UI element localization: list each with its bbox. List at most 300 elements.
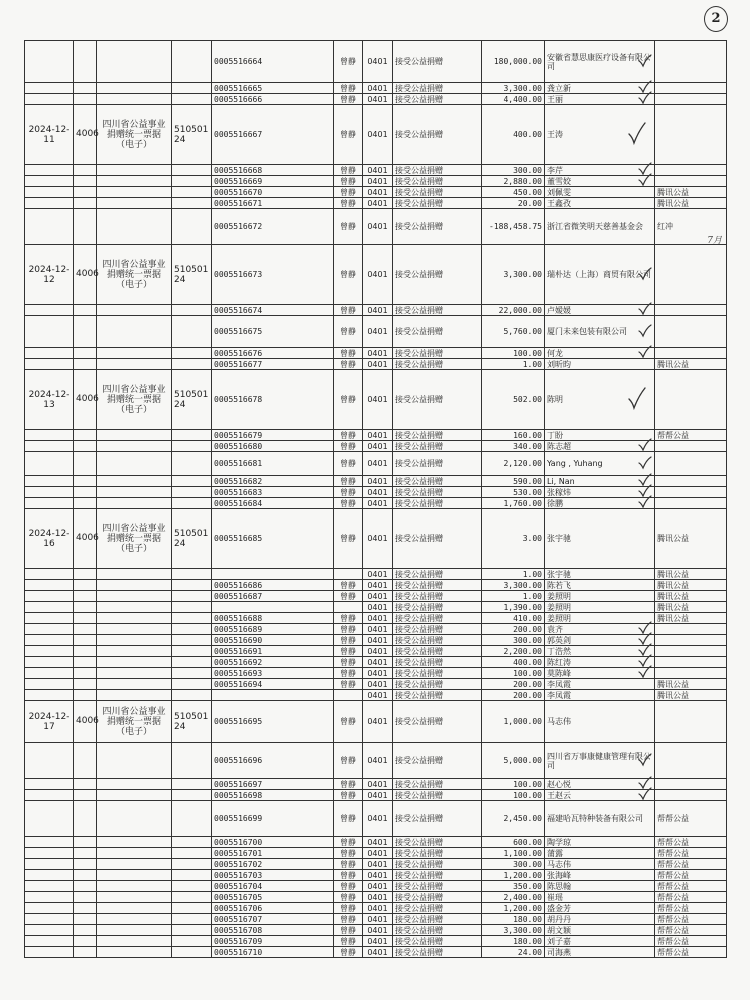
subject-code-text: 0401 (367, 591, 388, 601)
note-cell (655, 790, 727, 801)
receipt-number-text: 0005516675 (214, 327, 263, 336)
payer-cell (545, 245, 655, 305)
description-text: 接受公益捐赠 (395, 635, 443, 645)
payer-cell (545, 701, 655, 743)
subject-code-cell (363, 370, 393, 430)
ledger-row (25, 801, 727, 837)
payer-text: 马志伟 (547, 859, 571, 869)
amount-cell (482, 370, 545, 430)
note-text: 帮帮公益 (657, 848, 689, 858)
date-cell (25, 187, 74, 198)
payer-text: 姜照明 (547, 591, 571, 601)
receipt-type-cell (97, 430, 172, 441)
subject-code-cell (363, 580, 393, 591)
payer-text: 陶学琼 (547, 837, 571, 847)
handler-cell (334, 359, 363, 370)
description-text: 接受公益捐赠 (395, 903, 443, 913)
payer-text: 厦门未来包装有限公司 (547, 327, 627, 336)
batch-code-text: 51050124 (174, 124, 209, 145)
subject-code-cell (363, 165, 393, 176)
date-cell (25, 790, 74, 801)
description-text: 接受公益捐赠 (395, 848, 443, 858)
ledger-row (25, 690, 727, 701)
code-cell (74, 370, 97, 430)
note-cell (655, 624, 727, 635)
ledger-row (25, 94, 727, 105)
receipt-number-text: 0005516701 (214, 848, 263, 858)
handler-text: 曾静 (340, 947, 356, 957)
receipt-number-cell (212, 892, 334, 903)
description-cell (393, 602, 482, 613)
receipt-number-text: 0005516693 (214, 668, 263, 678)
handler-text: 曾静 (340, 591, 356, 601)
payer-cell (545, 305, 655, 316)
subject-code-text: 0401 (367, 624, 388, 634)
receipt-number-cell (212, 859, 334, 870)
subject-code-cell (363, 690, 393, 701)
handler-cell (334, 580, 363, 591)
receipt-number-text: 0005516705 (214, 892, 263, 902)
receipt-type-cell (97, 870, 172, 881)
batch-code-cell (172, 359, 212, 370)
batch-code-text: 51050124 (174, 389, 209, 410)
amount-text: 100.00 (513, 668, 542, 678)
amount-text: 400.00 (513, 657, 542, 667)
receipt-number-text: 0005516703 (214, 870, 263, 880)
amount-cell (482, 83, 545, 94)
handler-text: 曾静 (340, 270, 356, 279)
handler-cell (334, 498, 363, 509)
description-text: 接受公益捐赠 (395, 936, 443, 946)
receipt-type-cell (97, 441, 172, 452)
handler-cell (334, 441, 363, 452)
handler-text: 曾静 (340, 624, 356, 634)
batch-code-cell (172, 83, 212, 94)
receipt-number-cell (212, 790, 334, 801)
handler-cell (334, 790, 363, 801)
date-cell (25, 498, 74, 509)
code-text: 4006 (76, 716, 99, 726)
receipt-number-text: 0005516669 (214, 176, 263, 186)
subject-code-text: 0401 (367, 613, 388, 623)
receipt-type-cell (97, 668, 172, 679)
amount-text: 160.00 (513, 430, 542, 440)
code-cell (74, 359, 97, 370)
amount-text: 180,000.00 (493, 57, 542, 66)
note-cell (655, 41, 727, 83)
handler-cell (334, 245, 363, 305)
payer-text: 刘佩雯 (547, 187, 571, 197)
payer-cell (545, 370, 655, 430)
receipt-type-cell (97, 743, 172, 779)
ledger-row (25, 316, 727, 348)
ledger-row (25, 569, 727, 580)
subject-code-text: 0401 (367, 892, 388, 902)
handler-text: 曾静 (340, 925, 356, 935)
payer-cell (545, 348, 655, 359)
payer-cell (545, 498, 655, 509)
description-text: 接受公益捐赠 (395, 476, 443, 486)
note-cell (655, 348, 727, 359)
code-cell (74, 348, 97, 359)
description-text: 接受公益捐赠 (395, 914, 443, 924)
handler-text: 曾静 (340, 657, 356, 667)
ledger-row (25, 359, 727, 370)
payer-text: 崔瑶 (547, 892, 563, 902)
description-cell (393, 668, 482, 679)
receipt-number-text: 0005516706 (214, 903, 263, 913)
note-cell (655, 701, 727, 743)
handler-cell (334, 779, 363, 790)
payer-text: 莫陈峰 (547, 668, 571, 678)
batch-code-cell (172, 198, 212, 209)
description-text: 接受公益捐赠 (395, 613, 443, 623)
ledger-row (25, 837, 727, 848)
batch-code-cell (172, 441, 212, 452)
amount-text: 600.00 (513, 837, 542, 847)
amount-text: 450.00 (513, 187, 542, 197)
receipt-number-text: 0005516666 (214, 94, 263, 104)
handler-cell (334, 881, 363, 892)
handler-cell (334, 602, 363, 613)
receipt-number-cell (212, 837, 334, 848)
date-cell (25, 165, 74, 176)
handler-cell (334, 925, 363, 936)
description-text: 接受公益捐赠 (395, 187, 443, 197)
receipt-number-cell (212, 209, 334, 245)
payer-text: 张宇驰 (547, 569, 571, 579)
receipt-type-cell (97, 837, 172, 848)
handler-text: 曾静 (340, 476, 356, 486)
note-text: 帮帮公益 (657, 837, 689, 847)
receipt-type-cell (97, 701, 172, 743)
date-cell (25, 870, 74, 881)
receipt-type-cell (97, 176, 172, 187)
receipt-number-cell (212, 359, 334, 370)
subject-code-text: 0401 (367, 270, 388, 279)
ledger-row (25, 105, 727, 165)
receipt-number-cell (212, 452, 334, 476)
subject-code-text: 0401 (367, 756, 388, 765)
note-cell (655, 679, 727, 690)
handler-cell (334, 837, 363, 848)
amount-cell (482, 476, 545, 487)
ledger-row (25, 892, 727, 903)
subject-code-cell (363, 305, 393, 316)
receipt-number-cell (212, 779, 334, 790)
handler-text: 曾静 (340, 187, 356, 197)
receipt-type-cell (97, 914, 172, 925)
payer-cell (545, 892, 655, 903)
date-cell (25, 881, 74, 892)
amount-cell (482, 903, 545, 914)
description-text: 接受公益捐赠 (395, 165, 443, 175)
payer-text: 卢嫒媛 (547, 305, 571, 315)
receipt-number-text: 0005516677 (214, 359, 263, 369)
subject-code-cell (363, 176, 393, 187)
subject-code-cell (363, 316, 393, 348)
subject-code-cell (363, 837, 393, 848)
subject-code-text: 0401 (367, 848, 388, 858)
note-text: 帮帮公益 (657, 925, 689, 935)
amount-text: 340.00 (513, 441, 542, 451)
ledger-row (25, 591, 727, 602)
receipt-number-cell (212, 914, 334, 925)
note-cell (655, 94, 727, 105)
handler-text: 曾静 (340, 487, 356, 497)
ledger-row (25, 487, 727, 498)
batch-code-cell (172, 624, 212, 635)
date-cell (25, 105, 74, 165)
handler-cell (334, 591, 363, 602)
amount-cell (482, 779, 545, 790)
description-cell (393, 105, 482, 165)
handler-text: 曾静 (340, 534, 356, 543)
checkmark-icon (628, 387, 646, 409)
batch-code-cell (172, 903, 212, 914)
receipt-number-text: 0005516664 (214, 57, 263, 66)
batch-code-cell (172, 701, 212, 743)
checkmark-icon (638, 267, 652, 281)
subject-code-text: 0401 (367, 859, 388, 869)
code-cell (74, 635, 97, 646)
amount-cell (482, 936, 545, 947)
note-cell (655, 848, 727, 859)
subject-code-text: 0401 (367, 936, 388, 946)
batch-code-cell (172, 569, 212, 580)
payer-text: 陈若飞 (547, 580, 571, 590)
handler-text: 曾静 (340, 176, 356, 186)
receipt-number-cell (212, 94, 334, 105)
batch-code-cell (172, 892, 212, 903)
handler-cell (334, 914, 363, 925)
code-cell (74, 198, 97, 209)
payer-cell (545, 848, 655, 859)
payer-cell (545, 316, 655, 348)
description-cell (393, 903, 482, 914)
subject-code-text: 0401 (367, 635, 388, 645)
batch-code-cell (172, 209, 212, 245)
date-cell (25, 509, 74, 569)
payer-cell (545, 602, 655, 613)
date-cell (25, 476, 74, 487)
payer-cell (545, 105, 655, 165)
subject-code-cell (363, 881, 393, 892)
subject-code-cell (363, 487, 393, 498)
receipt-type-cell (97, 925, 172, 936)
note-text: 帮帮公益 (657, 881, 689, 891)
payer-cell (545, 441, 655, 452)
payer-text: Li, Nan (547, 476, 575, 486)
amount-text: 300.00 (513, 859, 542, 869)
receipt-number-cell (212, 701, 334, 743)
receipt-number-cell (212, 569, 334, 580)
subject-code-text: 0401 (367, 534, 388, 543)
payer-cell (545, 209, 655, 245)
subject-code-text: 0401 (367, 679, 388, 689)
subject-code-text: 0401 (367, 359, 388, 369)
payer-text: 盛金芳 (547, 903, 571, 913)
payer-cell (545, 743, 655, 779)
subject-code-cell (363, 859, 393, 870)
note-cell (655, 209, 727, 245)
receipt-type-cell (97, 801, 172, 837)
receipt-number-text: 0005516709 (214, 936, 263, 946)
payer-text: 福建哈瓦特种装备有限公司 (547, 814, 643, 823)
ledger-row (25, 613, 727, 624)
receipt-number-cell (212, 165, 334, 176)
handler-cell (334, 657, 363, 668)
handler-text: 曾静 (340, 679, 356, 689)
receipt-number-cell (212, 657, 334, 668)
subject-code-cell (363, 602, 393, 613)
batch-code-cell (172, 837, 212, 848)
receipt-type-cell (97, 452, 172, 476)
date-cell (25, 602, 74, 613)
subject-code-cell (363, 94, 393, 105)
note-cell (655, 892, 727, 903)
description-cell (393, 452, 482, 476)
subject-code-cell (363, 359, 393, 370)
batch-code-cell (172, 690, 212, 701)
payer-cell (545, 936, 655, 947)
subject-code-text: 0401 (367, 870, 388, 880)
amount-text: 22,000.00 (498, 305, 542, 315)
receipt-number-cell (212, 430, 334, 441)
subject-code-cell (363, 925, 393, 936)
batch-code-cell (172, 848, 212, 859)
subject-code-cell (363, 743, 393, 779)
receipt-number-cell (212, 105, 334, 165)
note-cell (655, 370, 727, 430)
receipt-number-text: 0005516699 (214, 814, 263, 823)
amount-cell (482, 925, 545, 936)
receipt-type-cell (97, 690, 172, 701)
code-cell (74, 914, 97, 925)
date-text: 2024-12-11 (28, 124, 70, 145)
code-cell (74, 41, 97, 83)
checkmark-icon (638, 787, 652, 801)
amount-text: 5,000.00 (503, 756, 542, 765)
handler-cell (334, 859, 363, 870)
code-cell (74, 316, 97, 348)
payer-cell (545, 903, 655, 914)
amount-text: 400.00 (513, 130, 542, 139)
receipt-number-text: 0005516690 (214, 635, 263, 645)
code-cell (74, 903, 97, 914)
subject-code-cell (363, 613, 393, 624)
receipt-type-cell (97, 83, 172, 94)
receipt-number-text: 0005516667 (214, 130, 263, 139)
handler-cell (334, 936, 363, 947)
receipt-number-cell (212, 476, 334, 487)
note-cell (655, 359, 727, 370)
description-cell (393, 859, 482, 870)
handler-cell (334, 487, 363, 498)
receipt-number-cell (212, 509, 334, 569)
code-cell (74, 83, 97, 94)
payer-text: 刘子嘉 (547, 936, 571, 946)
payer-text: 陈志超 (547, 441, 571, 451)
note-cell (655, 870, 727, 881)
payer-text: 姜照明 (547, 613, 571, 623)
payer-text: 董雪姣 (547, 176, 571, 186)
description-cell (393, 613, 482, 624)
subject-code-cell (363, 936, 393, 947)
batch-code-cell (172, 613, 212, 624)
receipt-number-cell (212, 498, 334, 509)
receipt-number-cell (212, 41, 334, 83)
description-text: 接受公益捐赠 (395, 130, 443, 139)
payer-text: 张海峰 (547, 870, 571, 880)
description-cell (393, 498, 482, 509)
subject-code-text: 0401 (367, 83, 388, 93)
amount-cell (482, 105, 545, 165)
note-text: 帮帮公益 (657, 936, 689, 946)
date-cell (25, 848, 74, 859)
description-cell (393, 947, 482, 958)
note-text: 帮帮公益 (657, 430, 689, 440)
handler-text: 曾静 (340, 756, 356, 765)
description-cell (393, 165, 482, 176)
receipt-number-text: 0005516671 (214, 198, 263, 208)
amount-cell (482, 602, 545, 613)
description-text: 接受公益捐赠 (395, 657, 443, 667)
code-cell (74, 602, 97, 613)
checkmark-icon (638, 438, 652, 452)
handler-cell (334, 892, 363, 903)
batch-code-cell (172, 870, 212, 881)
receipt-number-text: 0005516688 (214, 613, 263, 623)
receipt-number-text: 0005516710 (214, 947, 263, 957)
amount-text: 1,760.00 (503, 498, 542, 508)
subject-code-cell (363, 498, 393, 509)
receipt-number-text: 0005516665 (214, 83, 263, 93)
batch-code-cell (172, 348, 212, 359)
payer-cell (545, 94, 655, 105)
payer-text: 胡文颖 (547, 925, 571, 935)
ledger-row (25, 646, 727, 657)
ledger-row (25, 476, 727, 487)
receipt-number-text: 0005516697 (214, 779, 263, 789)
description-cell (393, 359, 482, 370)
note-text: 帮帮公益 (657, 914, 689, 924)
receipt-type-cell (97, 892, 172, 903)
handler-cell (334, 176, 363, 187)
ledger-row (25, 936, 727, 947)
date-text: 2024-12-13 (28, 389, 70, 410)
payer-text: 陈明 (547, 395, 563, 404)
receipt-type-cell (97, 859, 172, 870)
receipt-type-cell (97, 41, 172, 83)
note-text: 腾讯公益 (657, 359, 689, 369)
receipt-number-cell (212, 635, 334, 646)
amount-text: 530.00 (513, 487, 542, 497)
receipt-type-cell (97, 198, 172, 209)
code-cell (74, 743, 97, 779)
date-cell (25, 657, 74, 668)
date-cell (25, 690, 74, 701)
amount-cell (482, 452, 545, 476)
description-cell (393, 187, 482, 198)
receipt-type-cell (97, 370, 172, 430)
receipt-number-cell (212, 487, 334, 498)
amount-text: 5,760.00 (503, 327, 542, 336)
ledger-row (25, 83, 727, 94)
receipt-number-text: 0005516696 (214, 756, 263, 765)
subject-code-cell (363, 452, 393, 476)
code-cell (74, 509, 97, 569)
